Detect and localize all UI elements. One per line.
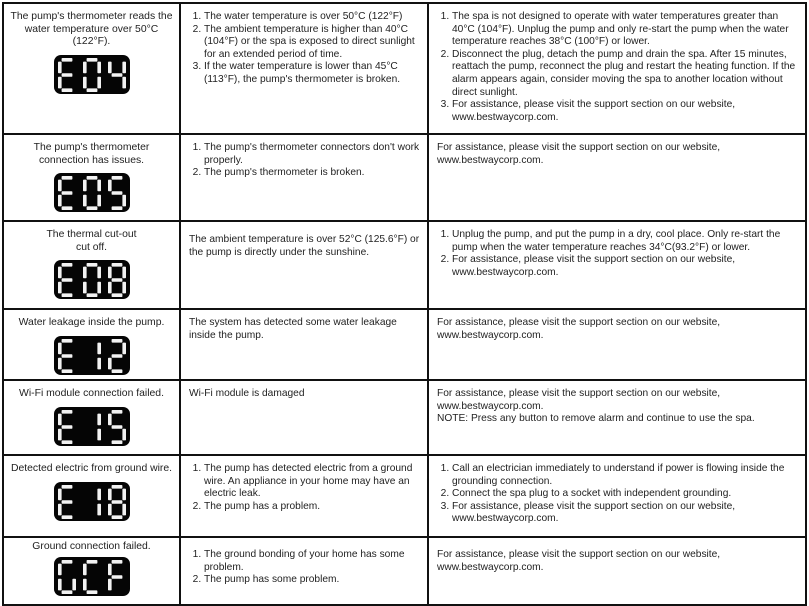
lcd-digit xyxy=(83,263,101,297)
cause-item: 2. The pump has a problem. xyxy=(204,501,421,514)
solution-note: NOTE: Press any button to remove alarm and continue to use the spa. xyxy=(437,413,755,425)
lcd-segment xyxy=(86,88,97,92)
cause-cell xyxy=(180,221,428,309)
lcd-segment xyxy=(108,563,112,575)
table-row xyxy=(3,221,806,309)
lcd-segment xyxy=(58,267,62,279)
lcd-digit xyxy=(108,485,126,519)
error-code-display xyxy=(54,173,130,212)
lcd-digit xyxy=(83,176,101,210)
lcd-segment xyxy=(111,560,122,564)
lcd-segment xyxy=(61,369,72,373)
symptom-cell xyxy=(3,3,180,134)
lcd-segment xyxy=(61,354,72,358)
solution-cell xyxy=(428,537,806,605)
symptom-cell xyxy=(3,380,180,455)
lcd-segment xyxy=(108,413,112,425)
lcd-digit xyxy=(58,485,72,519)
lcd-segment xyxy=(111,176,122,180)
lcd-segment xyxy=(83,282,87,294)
symptom-cell xyxy=(3,455,180,537)
lcd-segment xyxy=(111,354,122,358)
lcd-segment xyxy=(58,282,62,294)
lcd-segment xyxy=(83,61,87,73)
lcd-segment xyxy=(97,180,101,192)
error-code-digits xyxy=(58,176,126,210)
lcd-digit xyxy=(108,61,126,88)
lcd-segment xyxy=(97,282,101,294)
table-row xyxy=(3,3,806,134)
lcd-segment xyxy=(58,195,62,207)
lcd-segment xyxy=(111,278,122,282)
lcd-digit xyxy=(97,488,101,515)
error-code-digits xyxy=(58,339,126,373)
cause-item: 3. If the water temperature is lower than 45°C (113°F), the pump's thermometer is broken. xyxy=(204,61,421,86)
lcd-digit xyxy=(58,339,72,373)
table-row xyxy=(3,537,806,605)
lcd-segment xyxy=(122,195,126,207)
solution-item: 3. For assistance, please visit the support section on our website, www.bestwaycorp.com. xyxy=(452,501,799,526)
cause-cell xyxy=(180,309,428,380)
error-code-display xyxy=(54,482,130,521)
lcd-segment xyxy=(97,503,101,515)
lcd-segment xyxy=(97,413,101,425)
lcd-segment xyxy=(122,267,126,279)
symptom-label: Detected electric from ground wire. xyxy=(10,463,173,474)
lcd-segment xyxy=(61,560,72,564)
lcd-segment xyxy=(97,342,101,354)
lcd-segment xyxy=(108,61,112,73)
solution-item: 1. The spa is not designed to operate with water temperatures greater than 40°C (104°F). Unplug the pump and only re-start the pump when the water temperature reaches 38°C (100°F) or lower. xyxy=(452,11,799,49)
lcd-segment xyxy=(61,58,72,62)
lcd-segment xyxy=(111,410,122,414)
solution-cell xyxy=(428,380,806,455)
lcd-segment xyxy=(61,278,72,282)
cause-item: 1. The pump's thermometer connectors don't work properly. xyxy=(204,142,421,167)
lcd-segment xyxy=(111,369,122,373)
error-code-display xyxy=(54,336,130,375)
solution-text: For assistance, please visit the support section on our website, www.bestwaycorp.com. xyxy=(437,142,721,166)
symptom-label: The pump's thermometer reads the water temperature over 50°C (122°F). xyxy=(10,11,173,47)
lcd-segment xyxy=(61,590,72,594)
lcd-segment xyxy=(111,575,122,579)
lcd-segment xyxy=(61,206,72,210)
lcd-segment xyxy=(61,440,72,444)
cause-item: 1. The ground bonding of your home has some problem. xyxy=(204,549,421,574)
lcd-segment xyxy=(61,500,72,504)
cause-text: Wi-Fi module is damaged xyxy=(189,388,305,399)
lcd-segment xyxy=(83,563,87,575)
lcd-digit xyxy=(83,560,97,594)
lcd-segment xyxy=(97,61,101,73)
lcd-segment xyxy=(108,503,112,515)
solution-text: For assistance, please visit the support section on our website, www.bestwaycorp.com. xyxy=(437,317,721,341)
lcd-segment xyxy=(122,503,126,515)
lcd-segment xyxy=(111,425,122,429)
lcd-segment xyxy=(61,293,72,297)
lcd-segment xyxy=(58,76,62,88)
symptom-cell xyxy=(3,134,180,221)
solution-item: 3. For assistance, please visit the support section on our website, www.bestwaycorp.com. xyxy=(452,99,799,124)
lcd-segment xyxy=(97,488,101,500)
lcd-segment xyxy=(61,263,72,267)
lcd-segment xyxy=(58,180,62,192)
solution-cell xyxy=(428,221,806,309)
lcd-segment xyxy=(86,263,97,267)
cause-cell xyxy=(180,134,428,221)
error-code-display xyxy=(54,557,130,596)
lcd-segment xyxy=(111,485,122,489)
lcd-segment xyxy=(61,73,72,77)
lcd-segment xyxy=(86,560,97,564)
solution-cell xyxy=(428,3,806,134)
lcd-segment xyxy=(86,590,97,594)
lcd-digit xyxy=(108,560,122,590)
solution-text: For assistance, please visit the support section on our website, www.bestwaycorp.com. xyxy=(437,388,721,412)
error-code-digits xyxy=(58,485,126,519)
lcd-segment xyxy=(61,88,72,92)
symptom-label: Wi-Fi module connection failed. xyxy=(19,388,164,399)
lcd-segment xyxy=(72,578,76,590)
lcd-segment xyxy=(58,357,62,369)
solution-item: 1. Call an electrician immediately to understand if power is flowing inside the grounding connection. xyxy=(452,463,799,488)
lcd-segment xyxy=(61,515,72,519)
cause-text: The system has detected some water leakage inside the pump. xyxy=(189,317,397,341)
symptom-cell xyxy=(3,537,180,605)
error-code-display xyxy=(54,407,130,446)
solution-cell xyxy=(428,309,806,380)
lcd-segment xyxy=(108,488,112,500)
cause-item: 2. The ambient temperature is higher than 40°C (104°F) or the spa is exposed to direct sunlight for an extended period of time. xyxy=(204,24,421,62)
lcd-segment xyxy=(61,410,72,414)
symptom-label: Ground connection failed. xyxy=(32,541,151,552)
symptom-label: Water leakage inside the pump. xyxy=(18,317,165,328)
symptom-cell xyxy=(3,221,180,309)
lcd-digit xyxy=(97,413,101,440)
solution-item: 2. For assistance, please visit the support section on our website, www.bestwaycorp.com. xyxy=(452,254,799,279)
error-code-digits xyxy=(58,263,126,297)
lcd-segment xyxy=(97,195,101,207)
lcd-segment xyxy=(97,76,101,88)
lcd-digit xyxy=(108,339,126,373)
error-code-digits xyxy=(58,560,126,594)
cause-text: The ambient temperature is over 52°C (125.6°F) or the pump is directly under the sunshine. xyxy=(189,234,420,258)
lcd-segment xyxy=(83,267,87,279)
lcd-segment xyxy=(122,76,126,88)
error-code-table xyxy=(2,2,807,606)
lcd-segment xyxy=(122,428,126,440)
lcd-digit xyxy=(58,58,72,92)
lcd-segment xyxy=(86,58,97,62)
lcd-digit xyxy=(108,410,126,444)
lcd-segment xyxy=(58,342,62,354)
lcd-segment xyxy=(83,578,87,590)
lcd-digit xyxy=(58,560,76,594)
lcd-segment xyxy=(83,76,87,88)
error-code-digits xyxy=(58,410,126,444)
lcd-segment xyxy=(58,428,62,440)
lcd-segment xyxy=(111,191,122,195)
lcd-segment xyxy=(58,61,62,73)
lcd-segment xyxy=(97,428,101,440)
lcd-segment xyxy=(58,563,62,575)
lcd-segment xyxy=(111,263,122,267)
solution-cell xyxy=(428,134,806,221)
table-row xyxy=(3,134,806,221)
lcd-digit xyxy=(97,342,101,369)
lcd-segment xyxy=(111,339,122,343)
lcd-digit xyxy=(58,176,72,210)
error-code-display xyxy=(54,55,130,94)
error-code-display xyxy=(54,260,130,299)
solution-cell xyxy=(428,455,806,537)
lcd-segment xyxy=(61,339,72,343)
solution-item: 1. Unplug the pump, and put the pump in a dry, cool place. Only re-start the pump when the water temperature reaches 34°C(93.2°F) or lower. xyxy=(452,229,799,254)
lcd-segment xyxy=(97,267,101,279)
lcd-digit xyxy=(108,263,126,297)
lcd-digit xyxy=(58,263,72,297)
table-row xyxy=(3,380,806,455)
solution-item: 2. Disconnect the plug, detach the pump and drain the spa. After 15 minutes, reattach the pump, reconnect the plug and restart the heating function. If the alarm appears again, consider moving the spa to another location without direct sunlight. xyxy=(452,49,799,99)
lcd-segment xyxy=(58,578,62,590)
lcd-segment xyxy=(61,191,72,195)
lcd-segment xyxy=(108,578,112,590)
symptom-label: The thermal cut-out cut off. xyxy=(46,229,137,253)
lcd-segment xyxy=(61,425,72,429)
table-row xyxy=(3,309,806,380)
lcd-segment xyxy=(111,73,122,77)
lcd-segment xyxy=(111,440,122,444)
cause-item: 2. The pump's thermometer is broken. xyxy=(204,167,421,180)
lcd-segment xyxy=(111,500,122,504)
lcd-segment xyxy=(86,206,97,210)
lcd-segment xyxy=(83,180,87,192)
lcd-segment xyxy=(86,176,97,180)
cause-item: 1. The water temperature is over 50°C (122°F) xyxy=(204,11,421,24)
cause-item: 2. The pump has some problem. xyxy=(204,574,421,587)
lcd-digit xyxy=(58,410,72,444)
lcd-segment xyxy=(108,282,112,294)
lcd-segment xyxy=(108,267,112,279)
lcd-segment xyxy=(61,485,72,489)
lcd-segment xyxy=(122,342,126,354)
solution-item: 2. Connect the spa plug to a socket with independent grounding. xyxy=(452,488,799,501)
cause-item: 1. The pump has detected electric from a ground wire. An appliance in your home may have an electric leak. xyxy=(204,463,421,501)
lcd-segment xyxy=(111,515,122,519)
table-row xyxy=(3,455,806,537)
lcd-segment xyxy=(122,488,126,500)
symptom-label: The pump's thermometer connection has issues. xyxy=(33,142,150,166)
lcd-segment xyxy=(58,488,62,500)
lcd-segment xyxy=(97,357,101,369)
lcd-segment xyxy=(83,195,87,207)
lcd-segment xyxy=(108,180,112,192)
lcd-segment xyxy=(61,176,72,180)
lcd-segment xyxy=(86,293,97,297)
lcd-segment xyxy=(111,293,122,297)
cause-cell xyxy=(180,455,428,537)
cause-cell xyxy=(180,3,428,134)
lcd-digit xyxy=(83,58,101,92)
lcd-segment xyxy=(108,357,112,369)
lcd-segment xyxy=(122,282,126,294)
symptom-cell xyxy=(3,309,180,380)
error-code-digits xyxy=(58,58,126,92)
cause-cell xyxy=(180,380,428,455)
lcd-segment xyxy=(58,413,62,425)
lcd-digit xyxy=(108,176,126,210)
cause-cell xyxy=(180,537,428,605)
lcd-segment xyxy=(122,61,126,73)
solution-text: For assistance, please visit the support section on our website, www.bestwaycorp.com. xyxy=(437,549,721,573)
lcd-segment xyxy=(111,206,122,210)
lcd-segment xyxy=(58,503,62,515)
